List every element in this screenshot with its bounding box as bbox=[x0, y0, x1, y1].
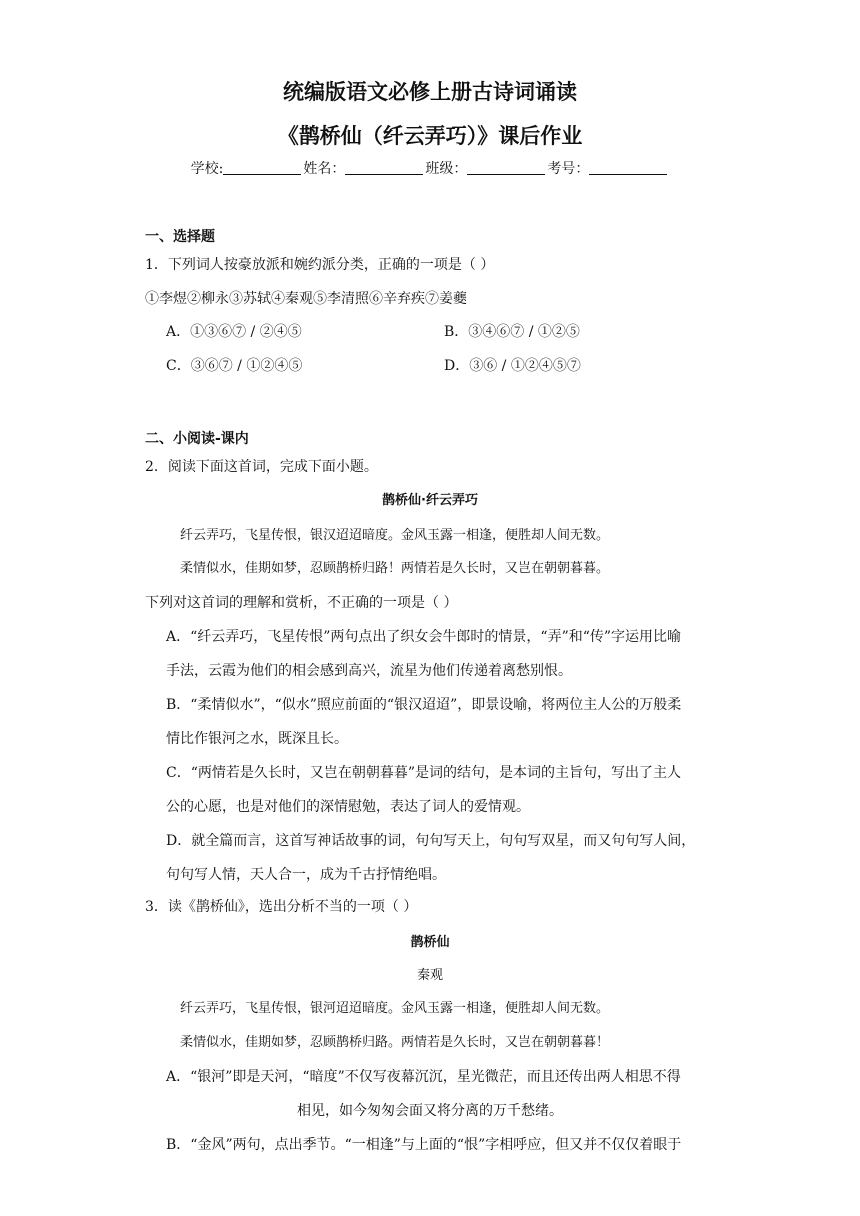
exam-no-blank bbox=[589, 160, 667, 175]
exam-no-label: 考号： bbox=[547, 161, 590, 177]
question-3-poem-line-2: 柔情似水，佳期如梦，忍顾鹊桥归路。两情若是久长时，又岂在朝朝暮暮！ bbox=[180, 1035, 610, 1050]
question-1-option-b: B．③④⑥⑦ / ①②⑤ bbox=[444, 324, 580, 340]
question-2-stem: 2．阅读下面这首词，完成下面小题。 bbox=[145, 459, 378, 475]
question-2-option-c-line-1: C．“两情若是久长时，又岂在朝朝暮暮”是词的结句，是本词的主旨句，写出了主人 bbox=[166, 765, 682, 781]
question-2-option-d-line-2: 句句写人情，天人合一，成为千古抒情绝唱。 bbox=[166, 867, 446, 883]
page-title: 统编版语文必修上册古诗词诵读 bbox=[283, 80, 577, 104]
question-2-poem-title: 鹊桥仙·纤云弄巧 bbox=[382, 493, 478, 508]
question-1-option-c: C．③⑥⑦ / ①②④⑤ bbox=[166, 358, 303, 374]
class-label: 班级： bbox=[425, 161, 468, 177]
question-3-option-a-line-2: 相见，如今匆匆会面又将分离的万千愁绪。 bbox=[297, 1103, 563, 1119]
question-3-option-b-line-1: B．“金风”两句，点出季节。“一相逢”与上面的“恨”字相呼应，但又并不仅仅着眼于 bbox=[166, 1137, 682, 1153]
question-2-poem-line-2: 柔情似水，佳期如梦，忍顾鹊桥归路！两情若是久长时，又岂在朝朝暮暮。 bbox=[180, 561, 610, 576]
section-heading-choice: 一、选择题 bbox=[145, 229, 215, 245]
question-3-option-a-line-1: A．“银河”即是天河，“暗度”不仅写夜幕沉沉，星光微茫，而且还传出两人相思不得 bbox=[166, 1069, 681, 1085]
question-3-poem-author: 秦观 bbox=[416, 968, 443, 983]
name-label: 姓名： bbox=[303, 161, 346, 177]
section-heading-reading: 二、小阅读-课内 bbox=[145, 431, 249, 447]
question-3-stem: 3．读《鹊桥仙》，选出分析不当的一项（ ） bbox=[145, 899, 418, 915]
question-2-option-b-line-2: 情比作银河之水，既深且长。 bbox=[166, 731, 348, 747]
page-subtitle: 《鹊桥仙（纤云弄巧）》课后作业 bbox=[277, 124, 583, 148]
name-blank bbox=[345, 160, 423, 175]
question-2-prompt: 下列对这首词的理解和赏析，不正确的一项是（ ） bbox=[145, 595, 458, 611]
question-2-option-b-line-1: B．“柔情似水”，“似水”照应前面的“银汉迢迢”，即景设喻，将两位主人公的万般柔 bbox=[166, 697, 682, 713]
student-info-line bbox=[0, 158, 860, 178]
question-1-poet-list: ①李煜②柳永③苏轼④秦观⑤李清照⑥辛弃疾⑦姜夔 bbox=[145, 291, 467, 307]
question-3-poem-line-1: 纤云弄巧，飞星传恨，银河迢迢暗度。金风玉露一相逢，便胜却人间无数。 bbox=[180, 1001, 610, 1016]
class-blank bbox=[467, 160, 545, 175]
question-2-poem-line-1: 纤云弄巧，飞星传恨，银汉迢迢暗度。金风玉露一相逢，便胜却人间无数。 bbox=[180, 528, 610, 543]
question-1-stem: 1．下列词人按豪放派和婉约派分类，正确的一项是（ ） bbox=[145, 257, 495, 273]
question-2-option-a-line-1: A．“纤云弄巧，飞星传恨”两句点出了织女会牛郎时的情景，“弄”和“传”字运用比喻 bbox=[166, 629, 682, 645]
question-2-option-c-line-2: 公的心愿，也是对他们的深情慰勉，表达了词人的爱情观。 bbox=[166, 799, 530, 815]
school-blank bbox=[223, 160, 301, 175]
question-2-option-a-line-2: 手法，云霞为他们的相会感到高兴，流星为他们传递着离愁别恨。 bbox=[166, 663, 572, 679]
question-1-option-d: D．③⑥ / ①②④⑤⑦ bbox=[444, 358, 581, 374]
school-label: 学校: bbox=[190, 161, 224, 177]
question-1-option-a: A．①③⑥⑦ / ②④⑤ bbox=[166, 324, 302, 340]
question-2-option-d-line-1: D．就全篇而言，这首写神话故事的词，句句写天上，句句写双星，而又句句写人间， bbox=[166, 833, 696, 849]
question-3-poem-title: 鹊桥仙 bbox=[410, 935, 450, 950]
